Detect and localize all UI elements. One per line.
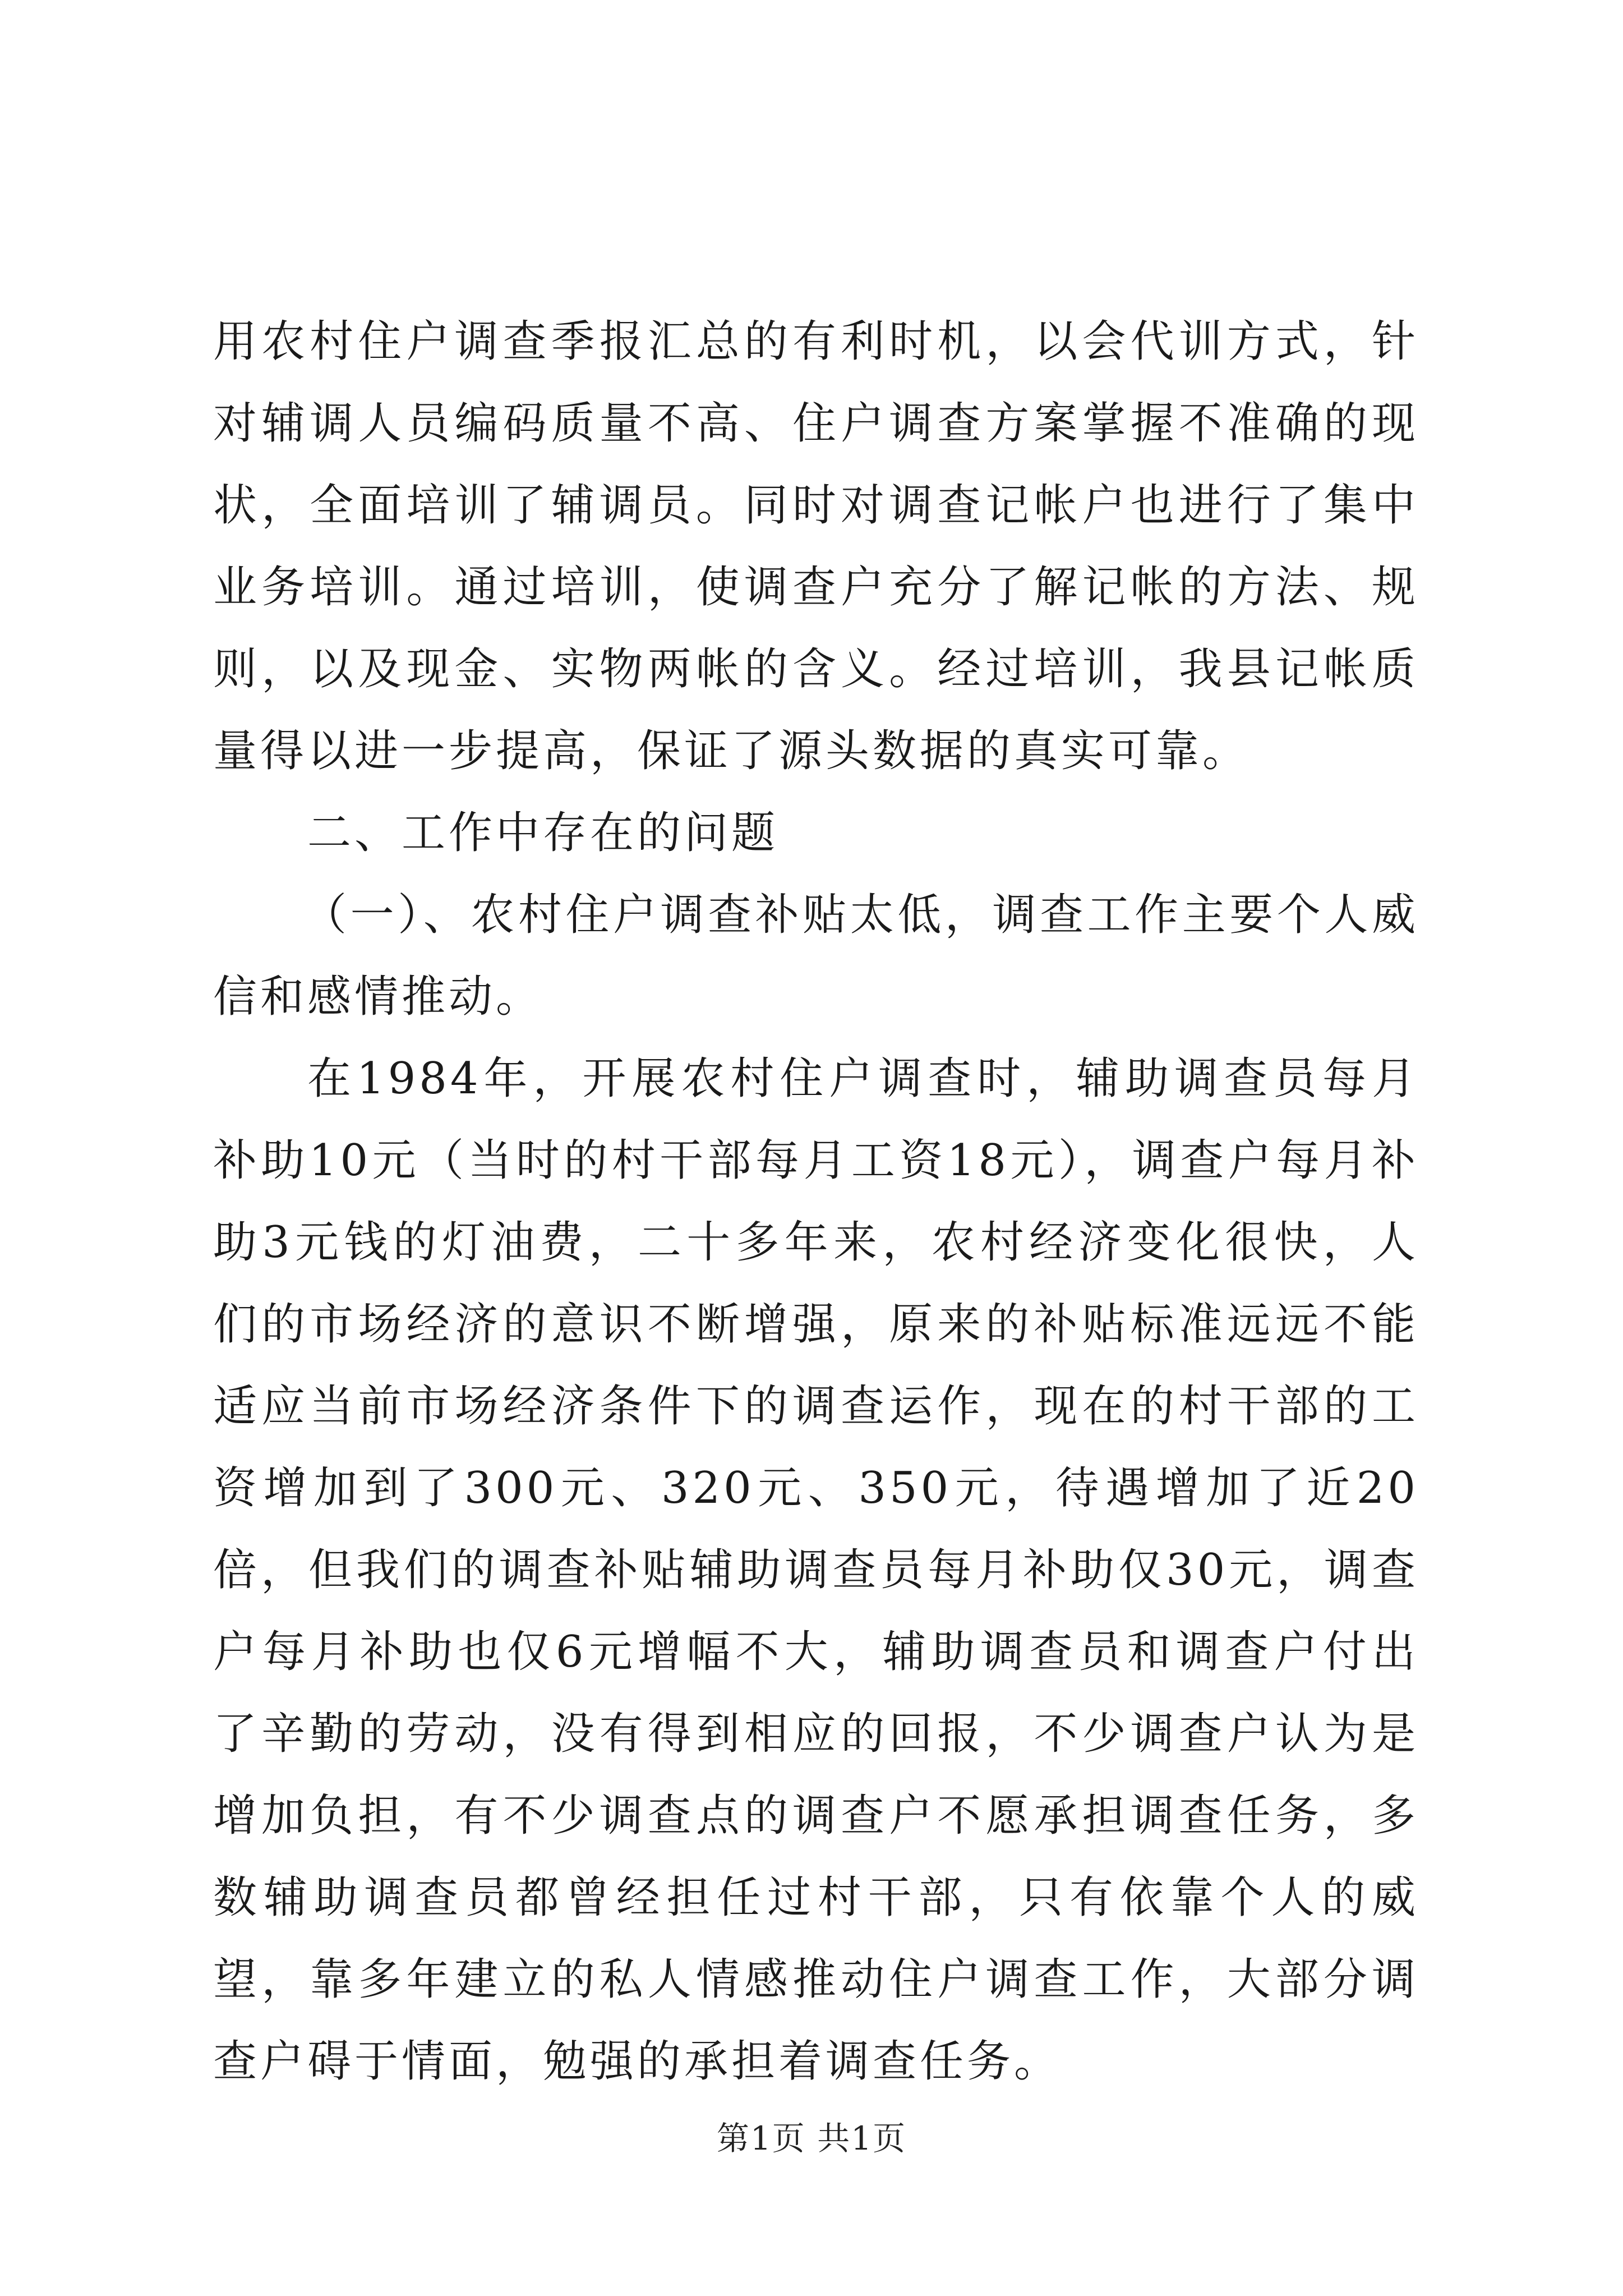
subsection-heading-subsidy: （一）、农村住户调查补贴太低，调查工作主要个人威信和感情推动。 xyxy=(213,890,1419,1022)
page-footer: 第1页 共1页 xyxy=(716,2119,907,2157)
paragraph-training: 用农村住户调查季报汇总的有利时机，以会代训方式，针对辅调人员编码质量不高、住户调查方案掌握不准确的现状，全面培训了辅调员。同时对调查记帐户也进行了集中业务培训。通过培训，使调查户充分了解记帐的方法、规则，以及现金、实物两帐的含义。经过培训，我县记帐质量得以进一步提高，保证了源头数据的真实可靠。 xyxy=(213,316,1419,776)
paragraph-subsidy: 在1984年，开展农村住户调查时，辅助调查员每月补助10元（当时的村干部每月工资18元），调查户每月补助3元钱的灯油费，二十多年来，农村经济变化很快，人们的市场经济的意识不断增强，原来的补贴标准远远不能适应当前市场经济条件下的调查运作，现在的村干部的工资增加到了300元、320元、350元，待遇增加了近20倍，但我们的调查补贴辅助调查员每月补助仅30元，调查户每月补助也仅6元增幅不大，辅助调查员和调查户付出了辛勤的劳动，没有得到相应的回报，不少调查户认为是增加负担，有不少调查点的调查户不愿承担调查任务，多数辅助调查员都曾经担任过村干部，只有依靠个人的威望，靠多年建立的私人情感推动住户调查工作，大部分调查户碍于情面，勉强的承担着调查任务。 xyxy=(213,1053,1419,2087)
section-heading-problems: 二、工作中存在的问题 xyxy=(307,808,779,858)
document-body xyxy=(213,301,1419,2102)
